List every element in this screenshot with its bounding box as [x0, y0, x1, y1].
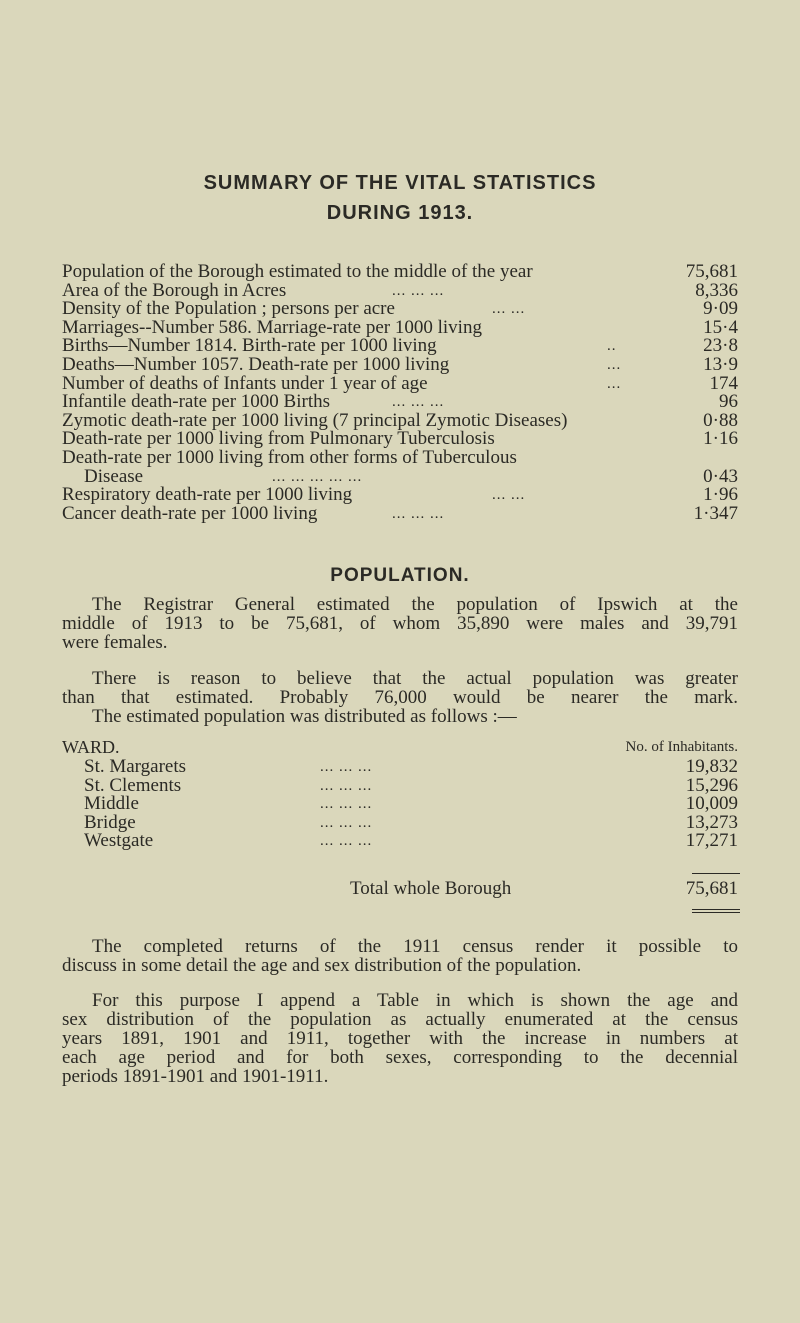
ward-name: St. Clements [84, 774, 182, 796]
stat-value: 8,336 [695, 279, 738, 301]
paragraph-line: years 1891, 1901 and 1911, together with the increase in numbers at [62, 1028, 738, 1049]
paragraph-line: There is reason to believe that the actual population was greater [92, 668, 738, 689]
leader-dots: ... ... ... [392, 505, 445, 522]
paragraph-line: The Registrar General estimated the population of Ipswich at the [92, 594, 738, 615]
stat-value: 23·8 [703, 335, 738, 357]
ward-inhabitants: 10,009 [685, 793, 738, 815]
leader-dots: ... ... ... [320, 833, 373, 850]
stat-value: 13·9 [703, 354, 738, 375]
total-value: 75,681 [685, 878, 738, 899]
stat-value: 15·4 [703, 316, 738, 338]
ward-column-header: WARD. [62, 737, 120, 757]
paragraph-line: For this purpose I append a Table in which is shown the age and [92, 990, 738, 1011]
stat-label: Marriages--Number 586. Marriage-rate per 1000 living [62, 316, 482, 338]
ward-name: St. Margarets [84, 756, 187, 777]
ward-inhabitants: 15,296 [685, 774, 738, 796]
population-heading: POPULATION. [330, 565, 470, 586]
stat-row [62, 318, 738, 337]
ward-row [62, 757, 738, 776]
stat-label: Cancer death-rate per 1000 living [62, 502, 318, 524]
title-line-2: DURING 1913. [326, 202, 474, 224]
paragraph-line: The completed returns of the 1911 census render it possible to [92, 936, 738, 957]
stat-row [62, 262, 738, 281]
stat-row [62, 299, 738, 318]
stat-row [62, 448, 738, 467]
leader-dots: ... ... ... [392, 394, 445, 411]
stat-label: Deaths—Number 1057. Death-rate per 1000 living [62, 354, 450, 375]
paragraph-line: than that estimated. Probably 76,000 would be nearer the mark. [62, 687, 738, 708]
stat-value: 75,681 [685, 261, 738, 282]
stat-value: 1·347 [693, 502, 738, 524]
paragraph-line: were females. [62, 632, 168, 653]
stat-label: Population of the Borough estimated to the middle of the year [62, 261, 533, 282]
stat-row [62, 411, 738, 430]
ward-name: Middle [84, 793, 139, 815]
stat-label: Births—Number 1814. Birth-rate per 1000 living [62, 335, 437, 357]
leader-dots: ... ... ... [320, 814, 373, 831]
paragraph-line: middle of 1913 to be 75,681, of whom 35,890 were males and 39,791 [62, 613, 738, 634]
stat-label: Infantile death-rate per 1000 Births [62, 391, 331, 413]
leader-dots: ... ... [492, 487, 526, 504]
leader-dots: ... ... ... ... ... [272, 468, 363, 485]
stat-row [62, 336, 738, 355]
leader-dots: .. [607, 338, 617, 355]
leader-dots: ... ... ... [320, 777, 373, 794]
stat-label: Area of the Borough in Acres [62, 279, 287, 301]
ward-row [62, 831, 738, 850]
stat-value: 0·43 [703, 465, 738, 487]
total-double-rule-1 [692, 909, 740, 910]
stat-value: 9·09 [703, 298, 738, 320]
stat-label: Number of deaths of Infants under 1 year of age [62, 372, 428, 394]
leader-dots: ... [607, 375, 622, 392]
stat-row [62, 374, 738, 393]
stat-label: Death-rate per 1000 living from other forms of Tuberculous [62, 447, 517, 468]
paragraph-line: periods 1891-1901 and 1901-1911. [62, 1066, 329, 1087]
leader-dots: ... ... [492, 301, 526, 318]
stat-value: 1·96 [703, 484, 738, 506]
stat-value: 174 [709, 372, 738, 394]
stat-row [62, 281, 738, 300]
stat-label: Zymotic death-rate per 1000 living (7 principal Zymotic Diseases) [62, 409, 568, 431]
ward-row [62, 776, 738, 795]
stat-row [62, 485, 738, 504]
leader-dots: ... ... ... [320, 796, 373, 813]
ward-name: Westgate [84, 830, 154, 852]
ward-row [62, 813, 738, 832]
stat-row [62, 355, 738, 374]
stat-row [62, 429, 738, 448]
stat-value: 96 [719, 391, 738, 413]
total-label: Total whole Borough [350, 878, 512, 899]
stat-value: 1·16 [703, 428, 738, 450]
leader-dots: ... ... ... [392, 282, 445, 299]
paragraph-line: sex distribution of the population as actually enumerated at the census [62, 1009, 738, 1030]
stat-value: 0·88 [703, 409, 738, 431]
paragraph-line: discuss in some detail the age and sex distribution of the population. [62, 955, 582, 976]
leader-dots: ... [607, 357, 622, 373]
paragraph-line: each age period and for both sexes, corresponding to the decennial [62, 1047, 738, 1068]
ward-inhabitants: 13,273 [685, 811, 738, 833]
paragraph-line: The estimated population was distributed as follows :— [92, 706, 517, 727]
stat-row-continued [62, 467, 738, 486]
stat-label-continued: Disease [84, 465, 144, 487]
inhabitants-column-header: No. of Inhabitants. [625, 739, 738, 755]
leader-dots: ... ... ... [320, 759, 373, 775]
ward-inhabitants: 19,832 [685, 756, 738, 777]
total-rule [692, 873, 740, 874]
stat-label: Respiratory death-rate per 1000 living [62, 484, 353, 506]
ward-inhabitants: 17,271 [685, 830, 738, 852]
ward-row [62, 794, 738, 813]
stat-label: Death-rate per 1000 living from Pulmonary Tuberculosis [62, 428, 495, 450]
total-double-rule-2 [692, 912, 740, 913]
title-line-1: SUMMARY OF THE VITAL STATISTICS [203, 172, 597, 194]
stat-label: Density of the Population ; persons per acre [62, 298, 395, 320]
ward-name: Bridge [84, 811, 136, 833]
stat-row [62, 392, 738, 411]
stat-row [62, 504, 738, 523]
